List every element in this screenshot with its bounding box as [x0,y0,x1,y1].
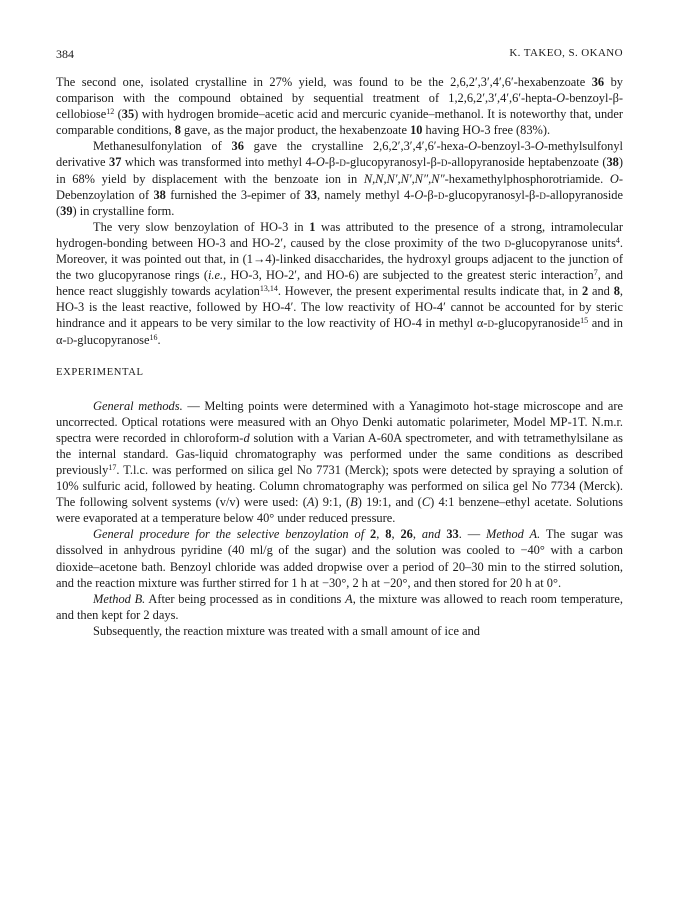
body-text [56,74,623,639]
paragraph-general-methods: General methods. — Melting points were determined with a Yanagimoto hot-stage microscope and are uncorrected. Optical rotations were measured with an Ohyo Denki automatic polarimeter, Model MP-1T. N.m.r. spectra were recorded in chloroform-d solution with a Varian A-60A spectrometer, and with tetramethylsilane as the internal standard. Gas-liquid chromatography was performed under the same conditions as described previously$^{17}$. T.l.c. was performed on silica gel No 7731 (Merck); spots were detected by spraying a solution of 10% sulfuric acid, followed by heating. Column chromatography was performed on silica gel No 7734 (Merck). The following solvent systems (v/v) were used: (A) 9:1, (B) 19:1, and (C) 4:1 benzene–ethyl acetate. Solutions were evaporated at a temperature below 40° under reduced pressure. [56,398,623,526]
paragraph-hexabenzoate: The second one, isolated crystalline in 27% yield, was found to be the 2,6,2′,3′,4′,6′-hexabenzoate 36 by comparison with the compound obtained by sequential treatment of 1,2,6,2′,3′,4′,6′-hepta-O-benzoyl-β-cellobiose$^{12}$ (35) with hydrogen bromide–acetic acid and mercuric cyanide–methanol. It is noteworthy that, under comparable conditions, 8 gave, as the major product, the hexabenzoate 10 having HO-3 free (83%). [56,75,623,138]
paragraph-subsequently: Subsequently, the reaction mixture was treated with a small amount of ice and [93,623,480,638]
page-number: 384 [56,47,74,61]
running-head: K. TAKEO, S. OKANO [509,47,623,59]
paragraph-benzoylation-reactivity: The very slow benzoylation of HO-3 in 1 was attributed to the presence of a strong, intramolecular hydrogen-bonding between HO-3 and HO-2′, caused by the close proximity of the two d-glucopyranose units$^4$. Moreover, it was pointed out that, in (1→4)-linked disaccharides, the hydroxyl groups adjacent to the junction of the two glucopyranose rings (i.e., HO-3, HO-2′, and HO-6) are subjected to the greatest steric interaction$^7$, and hence react sluggishly towards acylation$^{13,14}$. However, the present experimental results indicate that, in 2 and 8, HO-3 is the least reactive, followed by HO-4′. The low reactivity of HO-4′ cannot be accounted for by steric hindrance and it appears to be very similar to the low reactivity of HO-4 in methyl α-d-glucopyranoside$^{15}$ and in α-d-glucopyranose$^{16}$. [56,219,624,347]
paragraph-procedure-method-a: General procedure for the selective benzoylation of 2, 8, 26, and 33. — Method A. The sugar was dissolved in anhydrous pyridine (40 ml/g of the sugar) and the solution was cooled to −40° with a carbon dioxide–acetone bath. Benzoyl chloride was added dropwise over a period of 20–30 min to the stirred solution, and the reaction mixture was further stirred for 1 h at −30°, 2 h at −20°, and then stored for 20 h at 0°. [56,527,624,590]
section-heading-experimental: EXPERIMENTAL [56,366,144,378]
page-header [56,47,623,63]
paragraph-methanesulfonylation: Methanesulfonylation of 36 gave the crystalline 2,6,2′,3′,4′,6′-hexa-O-benzoyl-3-O-methylsulfonyl derivative 37 which was transformed into methyl 4-O-β-d-glucopyranosyl-β-d-allopyranoside heptabenzoate (38) in 68% yield by displacement with the benzoate ion in N,N,N′,N′,N″,N″-hexamethylphosphorotriamide. O-Debenzoylation of 38 furnished the 3-epimer of 33, namely methyl 4-O-β-d-glucopyranosyl-β-d-allopyranoside (39) in crystalline form. [56,139,623,218]
paragraph-method-b: Method B. After being processed as in conditions A, the mixture was allowed to reach room temperature, and then kept for 2 days. [56,591,623,622]
